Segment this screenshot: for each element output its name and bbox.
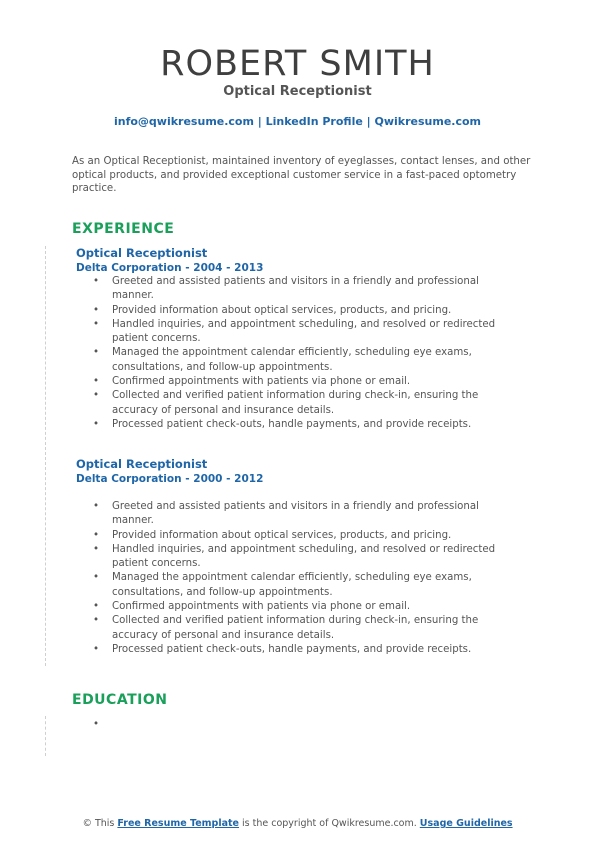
candidate-name: ROBERT SMITH — [160, 44, 435, 84]
job-title: Optical Receptionist — [76, 246, 208, 260]
list-item: • Provided information about optical services, products, and pricing. — [76, 529, 502, 543]
linkedin-link[interactable]: LinkedIn Profile — [265, 115, 363, 128]
list-item: • Greeted and assisted patients and visitors in a friendly and professional manner. — [76, 275, 502, 304]
list-item: • Provided information about optical services, products, and pricing. — [76, 304, 502, 318]
list-item: • Confirmed appointments with patients via phone or email. — [76, 375, 502, 389]
list-item: • Processed patient check-outs, handle payments, and provide receipts. — [76, 643, 502, 657]
free-resume-template-link[interactable]: Free Resume Template — [117, 818, 239, 829]
list-item: • Handled inquiries, and appointment scheduling, and resolved or redirected patient concerns. — [76, 318, 502, 347]
footer-prefix: © This — [82, 818, 118, 829]
list-item: • Collected and verified patient information during check-in, ensuring the accuracy of personal and insurance details. — [76, 389, 502, 418]
footer-copyright-text: is the copyright of Qwikresume.com. — [239, 818, 420, 829]
usage-guidelines-link[interactable]: Usage Guidelines — [419, 818, 513, 829]
job-bullets — [76, 275, 526, 432]
job-entry — [76, 246, 526, 432]
experience-divider — [45, 246, 46, 666]
summary-paragraph: As an Optical Receptionist, maintained inventory of eyeglasses, contact lenses, and other optical products, and provided exceptional customer service in a fast-paced optometry practice. — [72, 156, 531, 194]
contact-line — [0, 114, 595, 129]
job-company-dates: Delta Corporation - 2004 - 2013 — [76, 262, 264, 274]
job-bullets — [76, 500, 526, 657]
list-item: • Greeted and assisted patients and visitors in a friendly and professional manner. — [76, 500, 502, 529]
job-entry — [76, 457, 526, 657]
list-item: • Managed the appointment calendar efficiently, scheduling eye exams, consultations, and follow-up appointments. — [76, 571, 502, 600]
list-item: • Processed patient check-outs, handle payments, and provide receipts. — [76, 418, 502, 432]
experience-heading: EXPERIENCE — [72, 221, 175, 237]
list-item: • Confirmed appointments with patients via phone or email. — [76, 600, 502, 614]
education-divider — [45, 716, 46, 756]
email-link[interactable]: info@qwikresume.com — [113, 115, 254, 128]
education-heading: EDUCATION — [72, 692, 168, 708]
website-link[interactable]: Qwikresume.com — [374, 115, 482, 128]
job-company-dates: Delta Corporation - 2000 - 2012 — [76, 473, 264, 485]
contact-separator: | — [362, 115, 375, 128]
list-item: • Collected and verified patient information during check-in, ensuring the accuracy of personal and insurance details. — [76, 614, 502, 643]
job-title: Optical Receptionist — [76, 457, 208, 471]
list-item: • Managed the appointment calendar efficiently, scheduling eye exams, consultations, and follow-up appointments. — [76, 346, 502, 375]
job-title-header: Optical Receptionist — [223, 84, 372, 99]
list-item: • Handled inquiries, and appointment scheduling, and resolved or redirected patient concerns. — [76, 543, 502, 572]
contact-separator: | — [253, 115, 266, 128]
footer — [0, 817, 595, 830]
